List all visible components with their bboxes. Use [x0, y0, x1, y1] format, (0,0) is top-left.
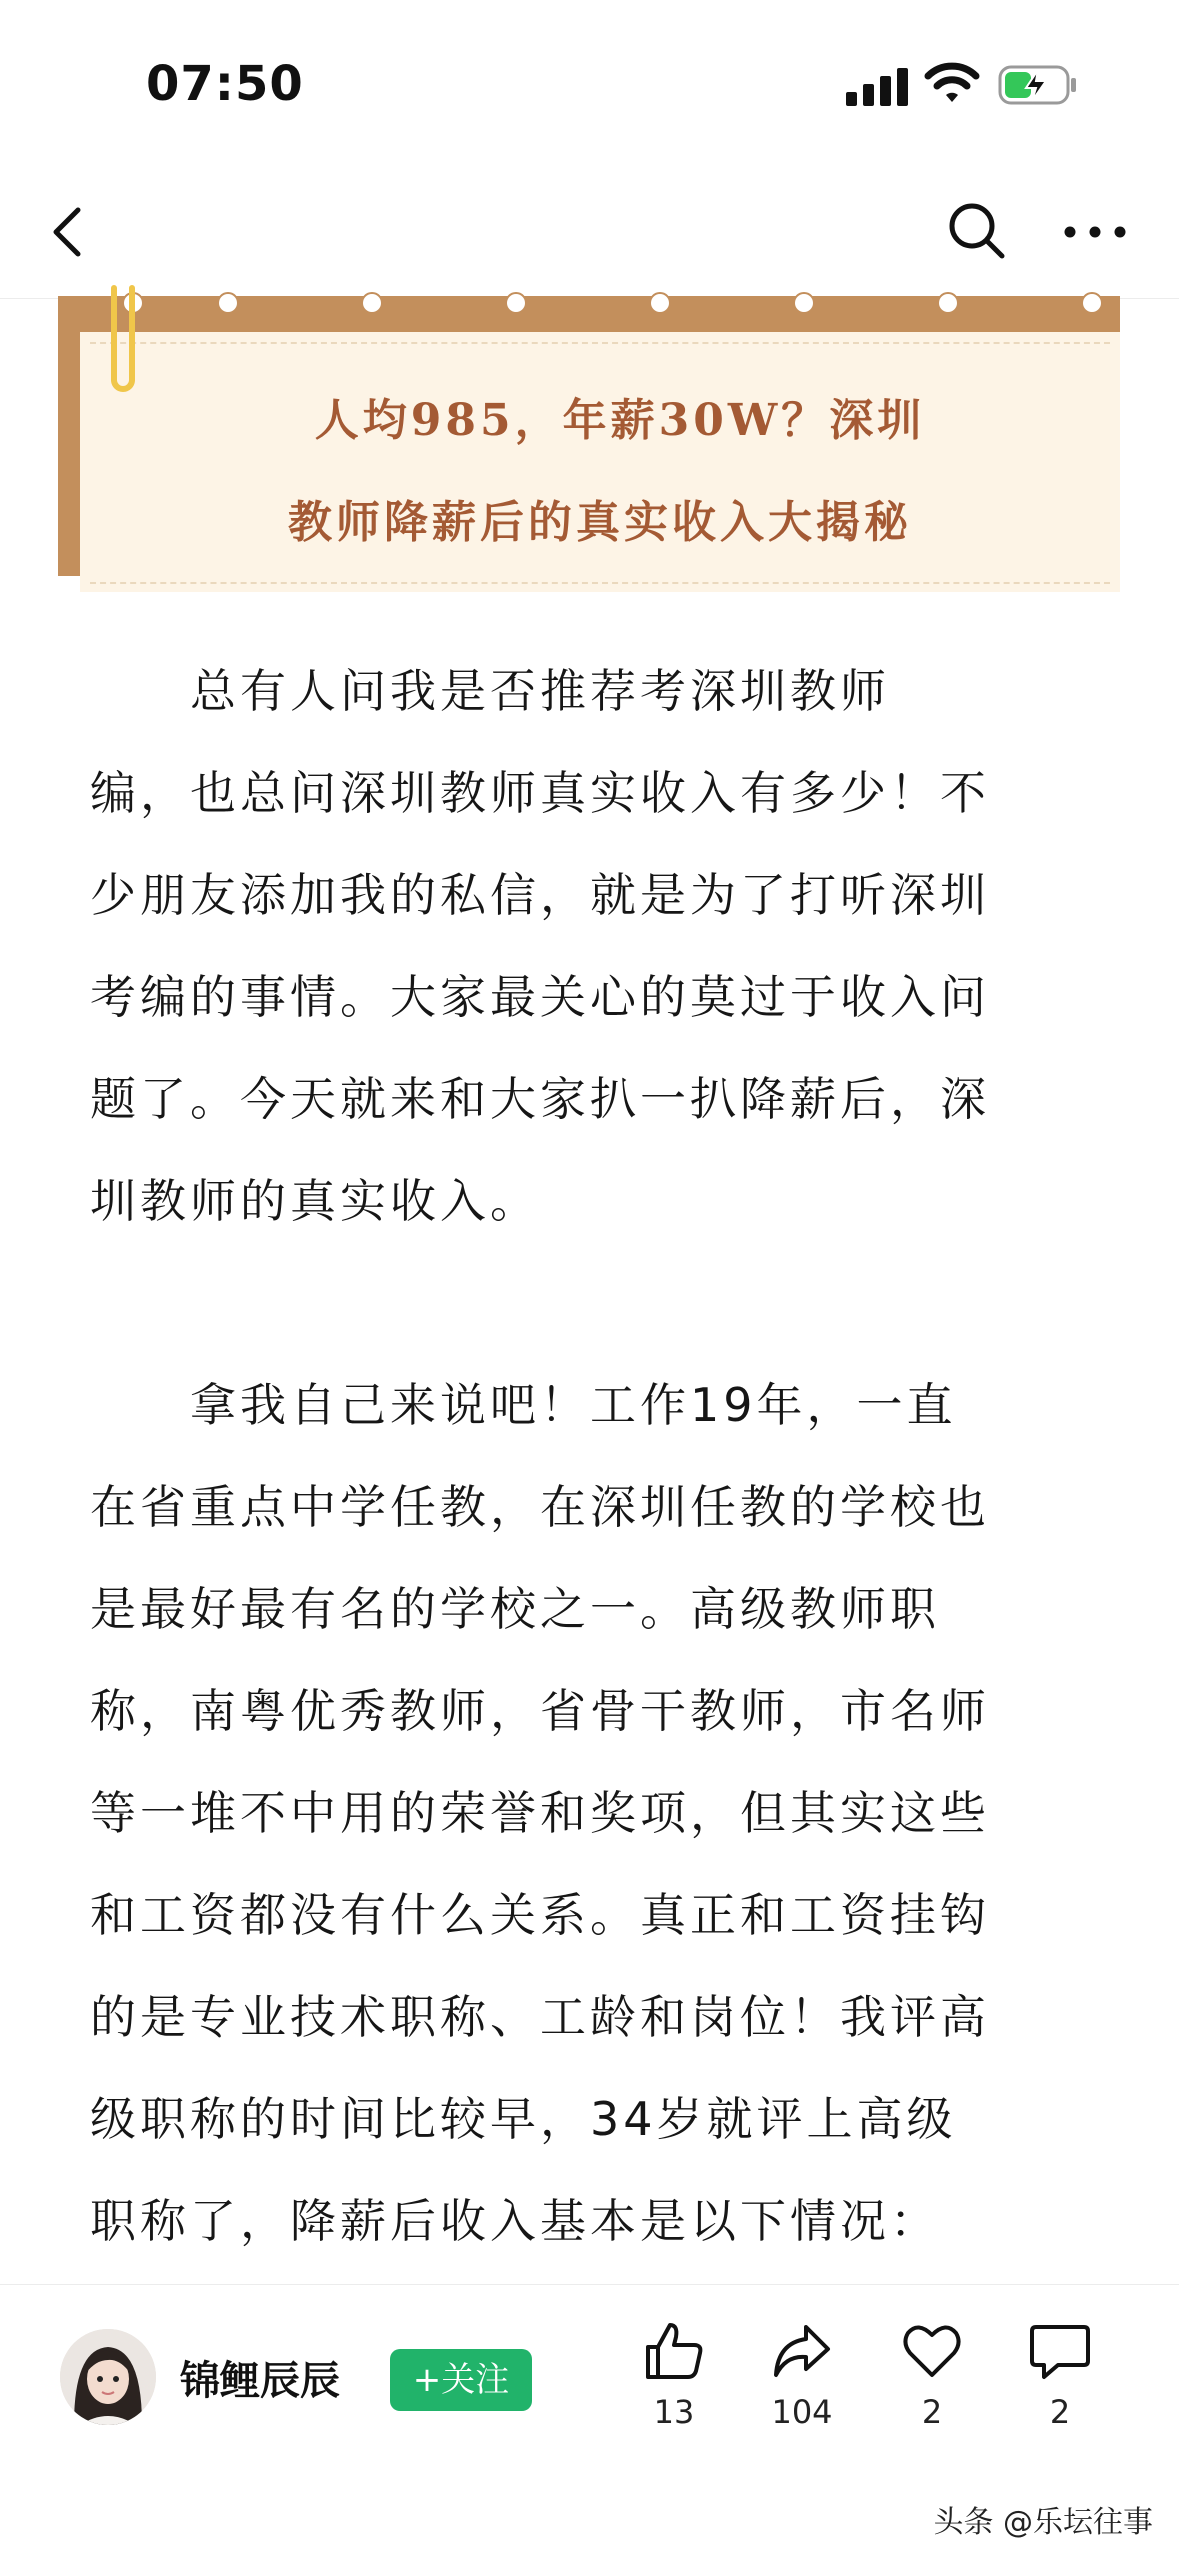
favorite-button[interactable] — [882, 2321, 982, 2431]
search-icon[interactable] — [944, 198, 1008, 262]
ring-icon — [793, 292, 815, 314]
comment-button[interactable] — [1010, 2321, 1110, 2431]
like-count: 13 — [653, 2393, 695, 2431]
favorite-count: 2 — [921, 2393, 943, 2431]
more-dots-icon[interactable] — [1060, 200, 1130, 264]
ring-icon — [1081, 292, 1103, 314]
banner-title-line1: 人均985，年薪30W？深圳 — [314, 395, 926, 446]
status-bar — [0, 0, 1179, 170]
avatar-portrait-icon — [60, 2329, 156, 2425]
watermark: 头条 @乐坛往事 — [933, 2505, 1153, 2540]
ring-icon — [217, 292, 239, 314]
banner-paper — [80, 332, 1120, 592]
article-banner — [58, 296, 1120, 596]
like-button[interactable] — [624, 2321, 724, 2431]
heart-icon — [900, 2321, 964, 2381]
article-paragraph: 总有人问我是否推荐考深圳教师 编，也总问深圳教师真实收入有多少！不 少朋友添加我的私信，就是为了打听深圳 考编的事情。大家最关心的莫过于收入问 题了。今天就来和大家扒一扒降薪后，深 圳教师的真实收入。 — [90, 664, 990, 1228]
ring-icon — [649, 292, 671, 314]
article-body — [90, 640, 1090, 2272]
share-count: 104 — [771, 2393, 833, 2431]
share-button[interactable] — [752, 2321, 852, 2431]
wifi-icon — [924, 60, 980, 106]
banner-title-line2: 教师降薪后的真实收入大揭秘 — [288, 497, 912, 548]
article-paragraph: 拿我自己来说吧！工作19年，一直 在省重点中学任教，在深圳任教的学校也 是最好最有名的学校之一。高级教师职 称，南粤优秀教师，省骨干教师，市名师 等一堆不中用的荣誉和奖项，但其实这些 和工资都没有什么关系。真正和工资挂钩 的是专业技术职称、工龄和岗位！我评高 级职称的时间比较早，34岁就评上高级 职称了，降薪后收入基本是以下情况： — [90, 1378, 990, 2248]
author-avatar[interactable] — [60, 2329, 156, 2425]
comment-icon — [1028, 2321, 1092, 2381]
bottom-action-bar — [0, 2284, 1179, 2557]
ring-icon — [505, 292, 527, 314]
follow-button[interactable]: +关注 — [390, 2349, 532, 2411]
battery-charging-icon — [998, 64, 1078, 106]
thumbs-up-icon — [642, 2321, 706, 2381]
back-arrow-icon[interactable] — [40, 200, 100, 264]
ring-icon — [361, 292, 383, 314]
comment-count: 2 — [1049, 2393, 1071, 2431]
banner-side-frame — [58, 296, 80, 576]
ring-icon — [937, 292, 959, 314]
status-time: 07:50 — [146, 56, 304, 112]
signal-icon — [846, 66, 908, 106]
nav-bar — [0, 170, 1179, 299]
author-name[interactable]: 锦鲤辰辰 — [180, 2358, 340, 2404]
share-icon — [770, 2321, 834, 2381]
